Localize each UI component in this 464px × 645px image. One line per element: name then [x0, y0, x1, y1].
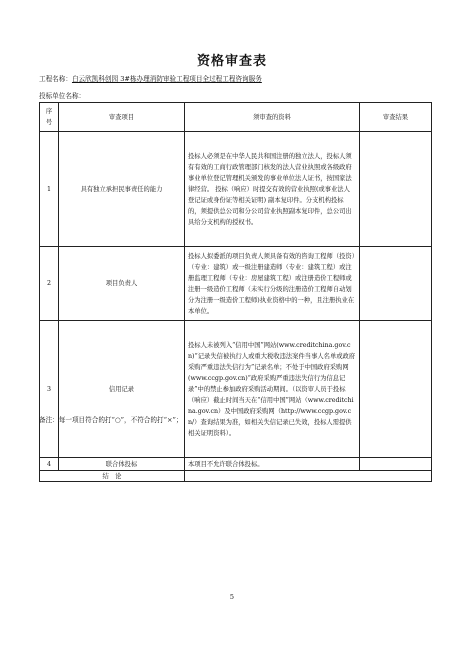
footnote: 备注：每一项目符合的打“○”，不符合的打“×”；	[39, 416, 183, 424]
header-content: 须审查的资料	[185, 103, 360, 132]
conclusion-value	[185, 471, 432, 482]
form-title: 资格审查表	[196, 54, 267, 69]
conclusion-row	[40, 471, 432, 482]
project-name: 白云欣凯科创园 3#栋办理消防审验工程项目全过程工程咨询服务	[71, 75, 262, 83]
table-row	[40, 321, 432, 458]
qualification-table	[39, 102, 432, 482]
row-result	[360, 458, 432, 471]
page-number: 5	[229, 593, 235, 601]
row-no: 4	[40, 458, 59, 471]
conclusion-label: 结 论	[40, 471, 185, 482]
row-no: 3	[40, 321, 59, 458]
row-no: 2	[40, 247, 59, 321]
table-row	[40, 247, 432, 321]
row-item: 项目负责人	[59, 247, 185, 321]
table-row	[40, 458, 432, 471]
row-content: 本项目不允许联合体投标。	[185, 458, 360, 471]
header-no: 序号	[40, 103, 59, 132]
project-line	[39, 73, 262, 83]
project-label: 工程名称：	[39, 75, 72, 83]
header-item: 审查项目	[59, 103, 185, 132]
table-header-row	[40, 103, 432, 132]
row-result	[360, 321, 432, 458]
header-result: 审查结果	[360, 103, 432, 132]
bidder-label: 投标单位名称：	[39, 92, 86, 100]
table-row	[40, 132, 432, 247]
row-content: 投标人未被列入“信用中国”网站(www.creditchina.gov.cn)“记录失信被执行人或重大税收违法案件当事人名单或政府采购严重违法失信行为”记录名单；不处于中国政府采购网(www.ccgp.gov.cn)“政府采购严重违法失信行为信息记录”中的禁止参加政府采购活动期间。（以资审人员于投标（响应）截止时间当天在“信用中国”网站（www.creditchina.gov.cn）及中国政府采购网（http://www.ccgp.gov.cn/）查询结果为准，如相关失信记录已失效，投标人需提供相关证明资料）。	[185, 321, 360, 458]
row-result	[360, 132, 432, 247]
row-no: 1	[40, 132, 59, 247]
row-item: 具有独立承担民事责任的能力	[59, 132, 185, 247]
row-content: 投标人必须是在中华人民共和国注册的独立法人，投标人须有有效的工商行政管理部门核发的法人营业执照或各级政府事业单位登记管理机关颁发的事业单位法人证书，按国家法律经营。 投标（响应）时提交有效的营业执照(或事业法人登记证或身份证等相关证明) 副本复印件。分支机构投标的，须提供总公司和分公司营业执照副本复印件，总公司出具给分支机构的授权书。	[185, 132, 360, 247]
row-result	[360, 247, 432, 321]
row-item: 联合体投标	[59, 458, 185, 471]
row-item: 信用记录	[59, 321, 185, 458]
row-content: 投标人拟委派的项目负责人须具备有效的咨询工程师（投资）（专业：建筑）或一级注册建造师（专业：建筑工程）或注册监理工程师（专业：房屋建筑工程）或注册造价工程师或注册一级造价工程师（未实行分级的注册造价工程师自动划分为注册一级造价工程师)执业资格中的一种，且注册执业在本单位。	[185, 247, 360, 321]
bidder-line	[39, 90, 85, 100]
